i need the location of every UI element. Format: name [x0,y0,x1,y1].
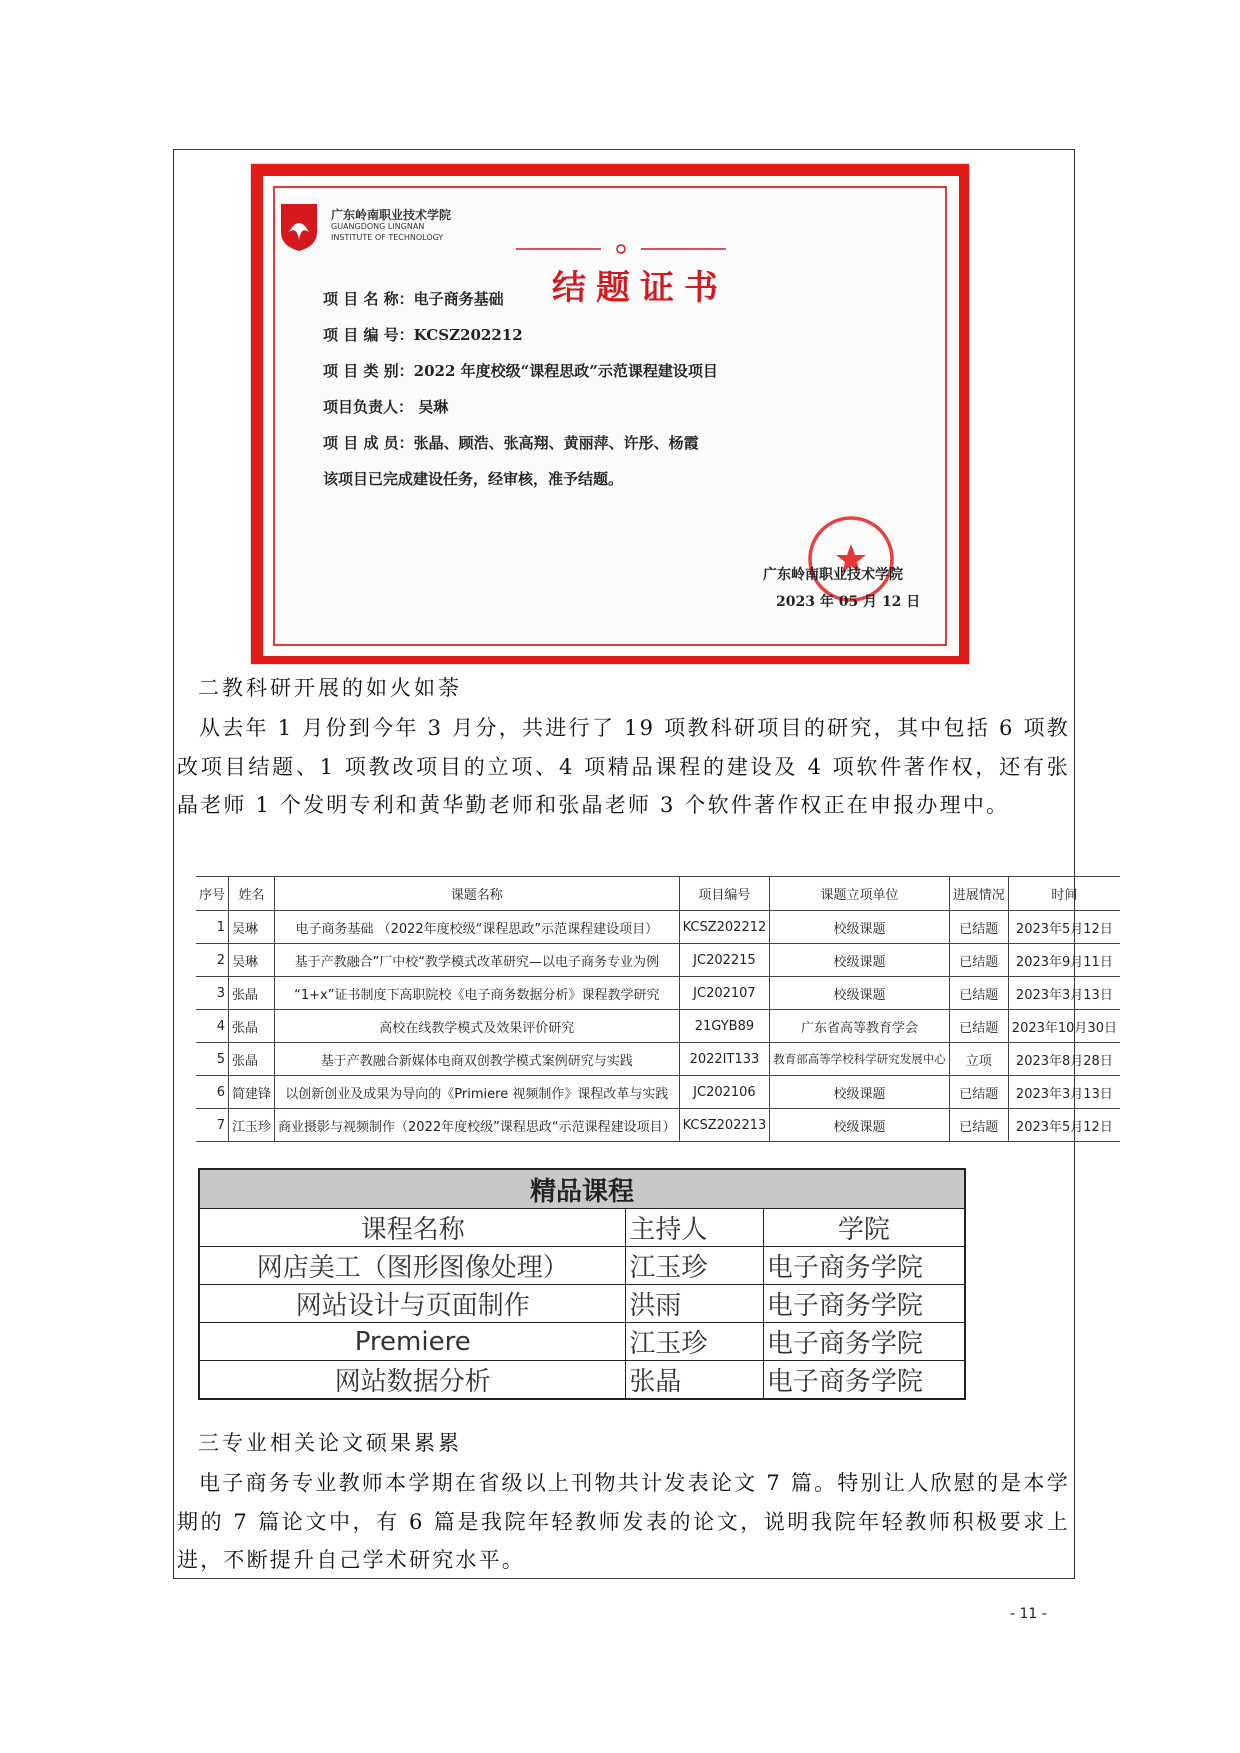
table-cell: 电子商务学院 [763,1361,965,1400]
school-name-en-1: GUANGDONG LINGNAN [331,222,425,231]
table-cell: 2023年5月12日 [1008,911,1120,944]
table-cell: 吴琳 [229,944,275,977]
table-cell: KCSZ202213 [679,1109,770,1142]
table-cell: 江玉珍 [626,1323,763,1361]
table-cell: Premiere [199,1323,626,1361]
school-name-cn: 广东岭南职业技术学院 [331,208,452,222]
table-title-row [199,1169,965,1209]
table-header: 学院 [763,1209,965,1247]
certificate-border-left [251,164,263,664]
completion-certificate [250,163,970,665]
certificate-border-right [959,164,969,664]
table-cell: 网站设计与页面制作 [199,1285,626,1323]
table-cell: JC202106 [679,1076,770,1109]
table-cell: 校级课题 [770,911,950,944]
certificate-title: 结题证书 [552,268,728,308]
table-row [196,977,1120,1010]
table-cell: 5 [196,1043,229,1076]
certificate-line: 项 目 编 号：KCSZ202212 [323,326,523,344]
table-cell: 已结题 [949,911,1008,944]
table-cell: 2022IT133 [679,1043,770,1076]
table-cell: 21GYB89 [679,1010,770,1043]
table-cell: 校级课题 [770,1109,950,1142]
table-cell: 2023年3月13日 [1008,977,1120,1010]
table-row [196,1109,1120,1142]
table-cell: 教育部高等学校科学研究发展中心 [770,1043,950,1076]
table-cell: 已结题 [949,944,1008,977]
certificate-border-top [251,164,969,176]
table-cell: 电子商务学院 [763,1285,965,1323]
section3-paragraph: 电子商务专业教师本学期在省级以上刊物共计发表论文 7 篇。特别让人欣慰的是本学期的 7 篇论文中，有 6 篇是我院年轻教师发表的论文，说明我院年轻教师积极要求上进，不断提升自己学术研究水平。 [177,1471,1070,1572]
table-header: 姓名 [229,877,275,911]
table-cell: 校级课题 [770,944,950,977]
table-cell: 高校在线教学模式及效果评价研究 [275,1010,680,1043]
certificate-line: 项 目 名 称：电子商务基础 [323,290,504,308]
table-header-row [196,877,1120,911]
table-cell: 江玉珍 [626,1247,763,1285]
school-name-block [331,210,451,243]
school-name-en-2: INSTITUTE OF TECHNOLOGY [331,233,444,242]
certificate-line: 项目负责人： 吴琳 [323,398,449,416]
table-header: 主持人 [626,1209,763,1247]
table-row [199,1361,965,1400]
table-row [196,911,1120,944]
table-header: 课题名称 [275,877,680,911]
table-header: 时间 [1008,877,1120,911]
table-cell: 以创新创业及成果为导向的《Primiere 视频制作》课程改革与实践 [275,1076,680,1109]
table-row [199,1323,965,1361]
table-cell: 4 [196,1010,229,1043]
projects-table [196,876,1120,1142]
table-cell: 已结题 [949,1109,1008,1142]
table-cell: 2 [196,944,229,977]
table-cell: 电子商务学院 [763,1323,965,1361]
table-cell: 校级课题 [770,977,950,1010]
table-cell: 张晶 [229,1010,275,1043]
table-row [199,1285,965,1323]
table-cell: 已结题 [949,1076,1008,1109]
table-cell: 吴琳 [229,911,275,944]
table-cell: KCSZ202212 [679,911,770,944]
table-row [196,1043,1120,1076]
table-cell: 网店美工（图形图像处理） [199,1247,626,1285]
table-row [196,944,1120,977]
certificate-issuer: 广东岭南职业技术学院 [763,567,903,583]
section2-heading: 二教科研开展的如火如荼 [198,676,462,700]
table-row [196,1076,1120,1109]
title-ornament-icon [516,244,726,254]
table-cell: 洪雨 [626,1285,763,1323]
table-cell: 网站数据分析 [199,1361,626,1400]
quality-courses-title: 精品课程 [199,1169,965,1209]
table-cell: 基于产教融合新媒体电商双创教学模式案例研究与实践 [275,1043,680,1076]
certificate-line: 该项目已完成建设任务，经审核，准予结题。 [323,470,624,488]
table-cell: 广东省高等教育学会 [770,1010,950,1043]
table-cell: JC202107 [679,977,770,1010]
table-row [199,1247,965,1285]
table-cell: 张晶 [229,977,275,1010]
table-cell: 张晶 [626,1361,763,1400]
table-cell: 校级课题 [770,1076,950,1109]
table-cell: 电子商务学院 [763,1247,965,1285]
table-cell: 立项 [949,1043,1008,1076]
quality-courses-table [198,1168,966,1400]
table-cell: 1 [196,911,229,944]
certificate-line: 项 目 成 员：张晶、顾浩、张高翔、黄丽萍、许彤、杨霞 [323,434,699,452]
certificate-border-bottom [251,656,969,664]
table-cell: JC202215 [679,944,770,977]
table-cell: 张晶 [229,1043,275,1076]
table-cell: 电子商务基础 （2022年度校级“课程思政”示范课程建设项目） [275,911,680,944]
table-cell: 2023年3月13日 [1008,1076,1120,1109]
certificate-line: 项 目 类 别：2022 年度校级“课程思政”示范课程建设项目 [323,362,718,380]
table-cell: 商业摄影与视频制作（2022年度校级”课程思政“示范课程建设项目） [275,1109,680,1142]
table-header: 序号 [196,877,229,911]
table-header: 项目编号 [679,877,770,911]
section3-heading: 三专业相关论文硕果累累 [198,1431,462,1455]
table-cell: 2023年5月12日 [1008,1109,1120,1142]
table-cell: 江玉珍 [229,1109,275,1142]
table-cell: 简建锋 [229,1076,275,1109]
table-header: 课题立项单位 [770,877,950,911]
table-header: 进展情况 [949,877,1008,911]
table-cell: 2023年10月30日 [1008,1010,1120,1043]
table-header-row [199,1209,965,1247]
section2-paragraph: 从去年 1 月份到今年 3 月分，共进行了 19 项教科研项目的研究，其中包括 6 项教改项目结题、1 项教改项目的立项、4 项精品课程的建设及 4 项软件著作权，还有张晶老师 1 个发明专利和黄华勤老师和张晶老师 3 个软件著作权正在申报办理中。 [177,716,1070,817]
table-header: 课程名称 [199,1209,626,1247]
certificate-date: 2023 年 05 月 12 日 [776,594,921,610]
table-cell: 3 [196,977,229,1010]
table-row [196,1010,1120,1043]
table-cell: 已结题 [949,1010,1008,1043]
table-cell: 已结题 [949,977,1008,1010]
table-cell: 6 [196,1076,229,1109]
page-number: - 11 - [1010,1606,1047,1622]
table-cell: 2023年8月28日 [1008,1043,1120,1076]
table-cell: 7 [196,1109,229,1142]
table-cell: 2023年9月11日 [1008,944,1120,977]
school-logo-icon [279,202,319,252]
table-cell: “1+x”证书制度下高职院校《电子商务数据分析》课程教学研究 [275,977,680,1010]
table-cell: 基于产教融合”厂中校“教学模式改革研究—以电子商务专业为例 [275,944,680,977]
